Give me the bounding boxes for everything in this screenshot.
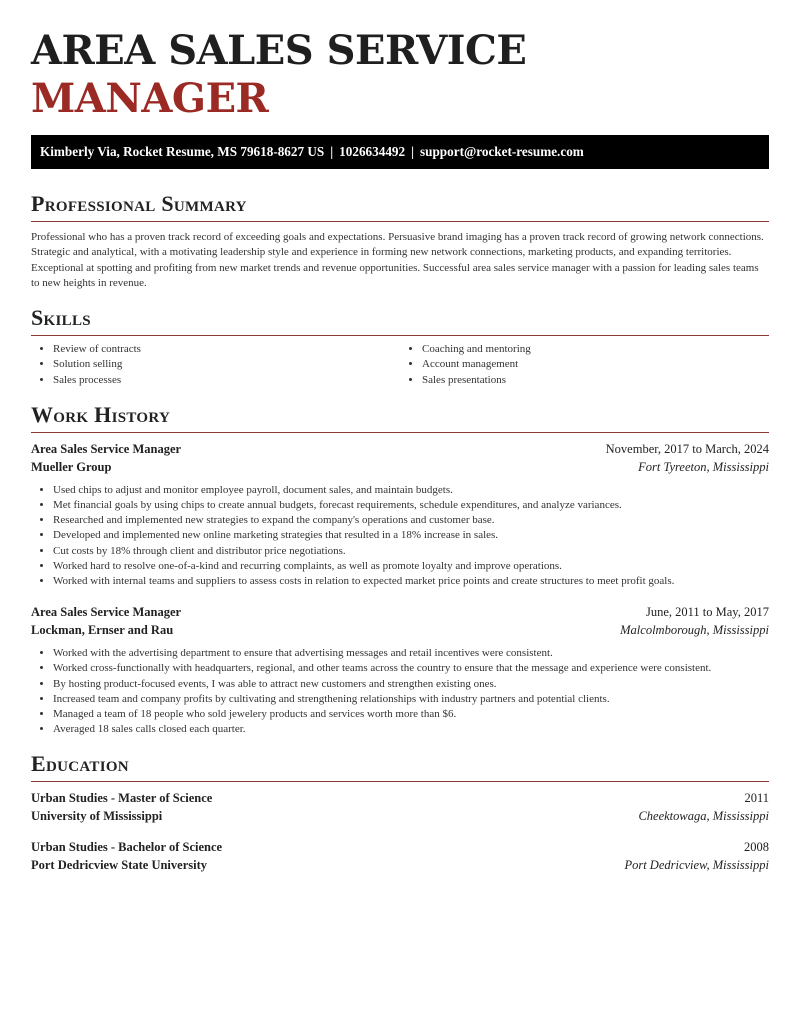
job-entry	[31, 442, 769, 589]
education-heading: Education	[31, 751, 129, 777]
section-divider	[31, 335, 769, 336]
contact-bar	[31, 135, 769, 169]
education-school: Port Dedricview State University	[31, 858, 207, 873]
education-degree: Urban Studies - Bachelor of Science	[31, 840, 223, 855]
education-school-row	[31, 858, 769, 873]
education-school: University of Mississippi	[31, 809, 163, 824]
job-title: Area Sales Service Manager	[31, 441, 182, 456]
job-title: Area Sales Service Manager	[31, 605, 182, 620]
job-bullet: • Worked hard to resolve one-of-a-kind and recurring complaints, as well as promote loyalty and improve operations.	[53, 559, 769, 574]
skill-item: • Coaching and mentoring	[422, 342, 769, 357]
skill-item: • Sales presentations	[422, 373, 769, 388]
contact-separator: |	[411, 144, 414, 159]
section-divider	[31, 221, 769, 222]
education-section	[31, 751, 769, 873]
job-company: Mueller Group	[31, 459, 112, 474]
job-bullet: • Developed and implemented new online marketing strategies that resulted in a 18% increase in sales.	[53, 528, 769, 543]
job-location: Fort Tyreeton, Mississippi	[638, 459, 769, 474]
contact-name-address: Kimberly Via, Rocket Resume, MS 79618-8627 US	[40, 144, 325, 159]
work-section	[31, 402, 769, 738]
education-location: Port Dedricview, Mississippi	[624, 858, 769, 873]
job-bullet: • Averaged 18 sales calls closed each quarter.	[53, 722, 769, 737]
job-bullet: • Worked with the advertising department to ensure that advertising messages and retail incentives were consistent.	[53, 646, 769, 661]
job-bullet: • Met financial goals by using chips to create annual budgets, forecast requirements, schedule expenditures, and analyze variances.	[53, 498, 769, 513]
job-bullet: • Used chips to adjust and monitor employee payroll, document sales, and maintain budgets.	[53, 483, 769, 498]
job-location: Malcolmborough, Mississippi	[620, 623, 769, 638]
skill-item: • Account management	[422, 357, 769, 372]
skills-heading: Skills	[31, 305, 91, 331]
education-degree-row	[31, 840, 769, 855]
job-company: Lockman, Ernser and Rau	[31, 623, 174, 638]
job-header-row	[31, 605, 769, 620]
resume-title	[31, 0, 769, 123]
contact-separator: |	[330, 144, 334, 159]
job-bullets	[31, 646, 769, 737]
summary-heading: Professional Summary	[31, 191, 247, 216]
education-degree-row	[31, 791, 769, 806]
work-heading: Work History	[31, 401, 171, 427]
job-company-row	[31, 460, 769, 475]
education-school-row	[31, 809, 769, 824]
job-bullet: • By hosting product-focused events, I was able to attract new customers and strengthen existing ones.	[53, 677, 769, 692]
job-bullet: • Worked with internal teams and suppliers to assess costs in relation to expected market price points and create structures to meet profit goals.	[53, 574, 769, 589]
job-bullet: • Increased team and company profits by cultivating and strengthening relationships with industry partners and potential clients.	[53, 692, 769, 707]
title-main: AREA SALES SERVICE	[31, 27, 527, 74]
skill-item: • Solution selling	[53, 357, 400, 372]
skill-item: • Review of contracts	[53, 342, 400, 357]
skills-list-left	[31, 342, 400, 388]
summary-section	[31, 191, 769, 291]
job-bullet: • Researched and implemented new strategies to expand the company's operations and customer base.	[53, 513, 769, 528]
job-bullet: • Managed a team of 18 people who sold jewelery products and services worth more than $6.	[53, 707, 769, 722]
education-entry	[31, 791, 769, 824]
education-location: Cheektowaga, Mississippi	[638, 809, 769, 824]
skills-section	[31, 305, 769, 388]
education-degree: Urban Studies - Master of Science	[31, 791, 213, 806]
skills-columns	[31, 342, 769, 388]
job-bullet: • Cut costs by 18% through client and distributor price negotiations.	[53, 544, 769, 559]
title-accent: MANAGER	[31, 75, 269, 122]
job-entry	[31, 605, 769, 737]
section-divider	[31, 781, 769, 782]
education-year: 2011	[744, 791, 769, 806]
job-dates: November, 2017 to March, 2024	[605, 441, 769, 456]
education-year: 2008	[744, 840, 769, 855]
section-divider	[31, 432, 769, 433]
job-company-row	[31, 623, 769, 638]
job-bullet: • Worked cross-functionally with headquarters, regional, and other teams across the country to ensure that the message and experience were consistent.	[53, 661, 769, 676]
skill-item: • Sales processes	[53, 373, 400, 388]
job-header-row	[31, 442, 769, 457]
skills-list-right	[400, 342, 769, 388]
summary-text: Professional who has a proven track record of exceeding goals and expectations. Persuasive brand imaging has a proven track record of growing network connections. Strategic and analytical, with a motivating leadership style and experience in forming new network connections, marketing products, and expanding territories. Exceptional at spotting and profiting from new market trends and revenue opportunities. Successful area sales service manager with a passion for leading sales teams to new heights in revenue.	[31, 231, 764, 289]
education-entry	[31, 840, 769, 873]
job-dates: June, 2011 to May, 2017	[645, 605, 769, 620]
contact-email: support@rocket-resume.com	[420, 144, 584, 159]
contact-phone: 1026634492	[339, 144, 406, 159]
job-bullets	[31, 483, 769, 589]
